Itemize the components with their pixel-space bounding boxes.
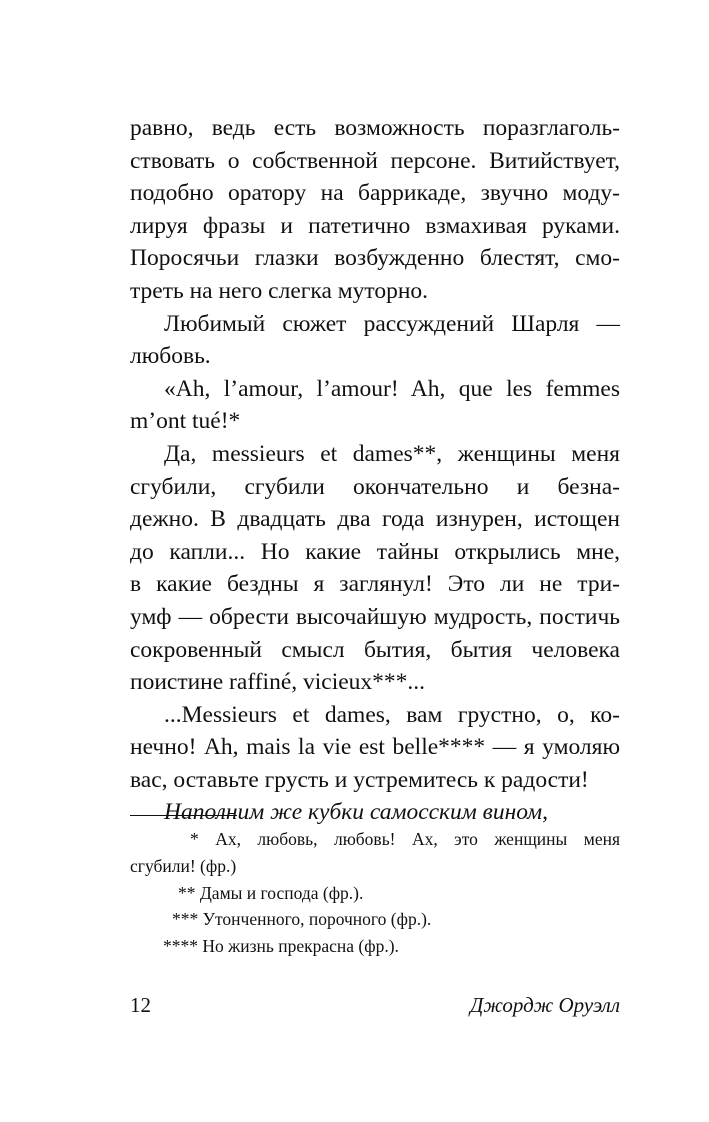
- text-line: Любимый сюжет рассуждений Шарля —: [164, 310, 620, 337]
- text-line: Да, messieurs et dames**, женщины меня: [164, 440, 620, 467]
- footnote-1-line-1: * Ах, любовь, любовь! Ах, это женщины меня: [190, 829, 620, 849]
- text-line: вас, оставьте грусть и устремитесь к радости!: [130, 766, 589, 793]
- footnote-divider: [130, 815, 237, 816]
- main-text: [130, 112, 620, 829]
- text-line: ...Messieurs et dames, вам грустно, о, ко-: [164, 701, 620, 728]
- text-line: до капли... Но какие тайны открылись мне,: [130, 538, 620, 565]
- text-line: сокровенный смысл бытия, бытия человека: [130, 636, 620, 663]
- running-footer-author: Джордж Оруэлл: [470, 993, 620, 1017]
- text-line: треть на него слегка муторно.: [130, 277, 429, 304]
- text-line: Поросячьи глазки возбужденно блестят, смо-: [130, 245, 620, 272]
- text-line: поистине raffiné, vicieux***...: [130, 669, 426, 696]
- text-line: равно, ведь есть возможность поразглаголь-: [130, 115, 620, 141]
- footnotes: [130, 826, 620, 960]
- text-line: подобно оратору на баррикаде, звучно моду-: [130, 180, 620, 207]
- text-line: умф — обрести высочайшую мудрость, постичь: [130, 603, 620, 630]
- text-line: m’ont tué!*: [130, 408, 241, 435]
- text-line: лируя фразы и патетично взмахивая руками.: [130, 212, 620, 239]
- footnote-2: ** Дамы и господа (фр.).: [178, 882, 364, 903]
- text-line: сгубили, сгубили окончательно и безна-: [130, 473, 620, 500]
- text-line: ствовать о собственной персоне. Витийствует,: [130, 147, 620, 174]
- footnote-3: *** Утонченного, порочного (фр.).: [172, 909, 432, 930]
- footnote-1-line-2: сгубили! (фр.): [130, 855, 237, 876]
- page-number: 12: [130, 993, 151, 1017]
- footnote-4: **** Но жизнь прекрасна (фр.).: [163, 936, 399, 957]
- text-line: любовь.: [130, 343, 211, 370]
- text-line: в какие бездны я заглянул! Это ли не три-: [130, 571, 620, 598]
- text-line: «Ah, l’amour, l’amour! Ah, que les femmes: [164, 375, 620, 402]
- poem-line: Наполним же кубки самосским вином,: [164, 799, 549, 826]
- text-line: нечно! Ah, mais la vie est belle**** — я умоляю: [130, 734, 620, 761]
- text-line: дежно. В двадцать два года изнурен, истощен: [130, 506, 620, 533]
